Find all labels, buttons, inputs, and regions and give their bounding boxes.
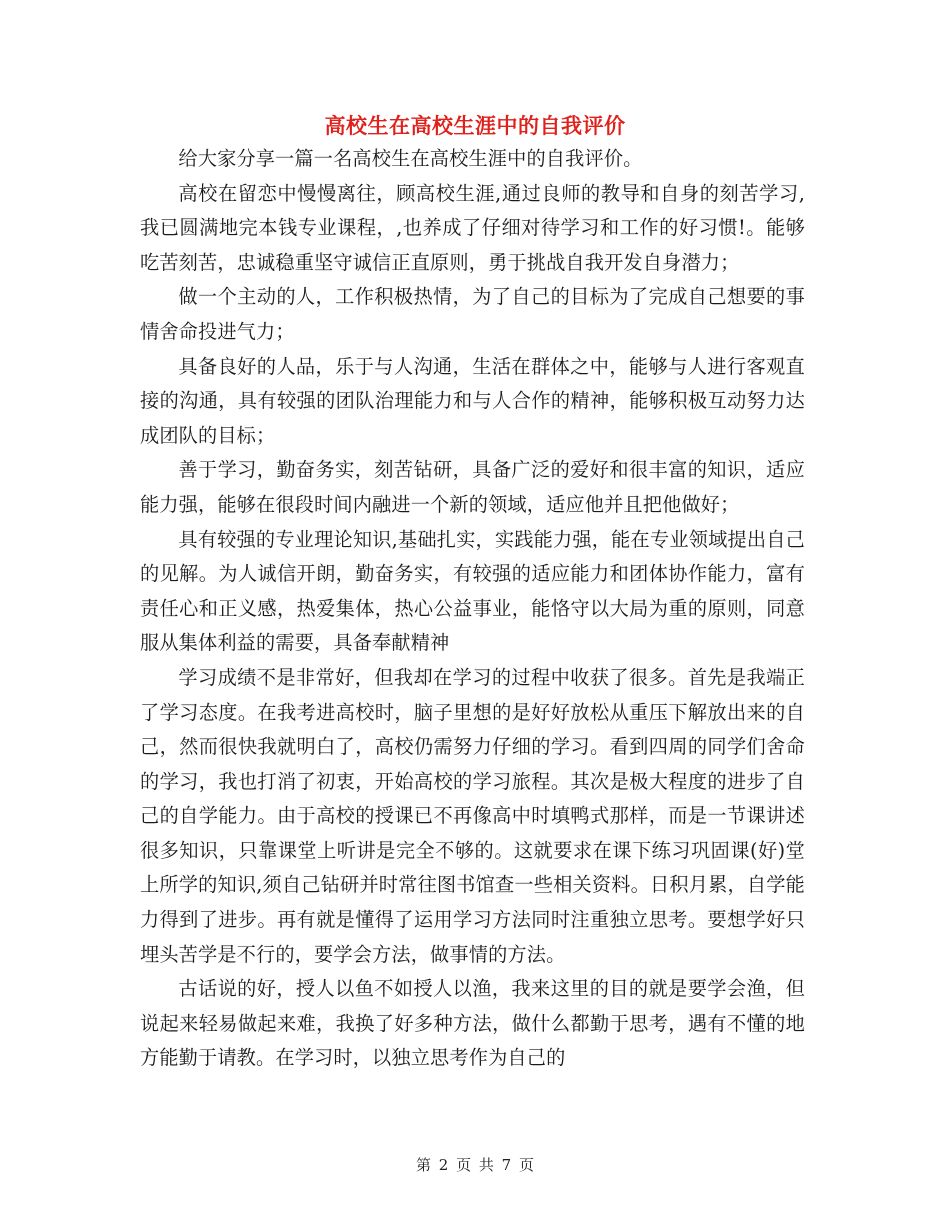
page-number-footer: 第 2 页 共 7 页	[416, 1156, 534, 1174]
body-paragraph: 高校在留恋中慢慢离往，顾高校生涯,通过良师的教导和自身的刻苦学习,我已圆满地完本钱专业课程，,也养成了仔细对待学习和工作的好习惯!。能够吃苦刻苦，忠诚稳重坚守诚信正直原则，勇于挑战自我开发自身潜力；	[140, 181, 805, 274]
body-paragraph: 给大家分享一篇一名高校生在高校生涯中的自我评价。	[178, 147, 643, 170]
document-body	[140, 142, 805, 1076]
document-title: 高校生在高校生涯中的自我评价	[324, 114, 626, 138]
body-paragraph: 做一个主动的人，工作积极热情，为了自己的目标为了完成自己想要的事情舍命投进气力；	[140, 285, 805, 343]
body-paragraph: 学习成绩不是非常好，但我却在学习的过程中收获了很多。首先是我端正了学习态度。在我考进高校时，脑子里想的是好好放松从重压下解放出来的自己，然而很快我就明白了，高校仍需努力仔细的学习。看到四周的同学们舍命的学习，我也打消了初衷，开始高校的学习旅程。其次是极大程度的进步了自己的自学能力。由于高校的授课已不再像高中时填鸭式那样，而是一节课讲述很多知识，只靠课堂上听讲是完全不够的。这就要求在课下练习巩固课(好)堂上所学的知识,须自己钻研并时常往图书馆查一些相关资料。日积月累，自学能力得到了进步。再有就是懂得了运用学习方法同时注重独立思考。要想学好只埋头苦学是不行的，要学会方法，做事情的方法。	[140, 665, 805, 966]
body-paragraph: 具备良好的人品，乐于与人沟通，生活在群体之中，能够与人进行客观直接的沟通，具有较强的团队治理能力和与人合作的精神，能够积极互动努力达成团队的目标；	[140, 354, 805, 447]
body-paragraph: 善于学习，勤奋务实，刻苦钻研，具备广泛的爱好和很丰富的知识，适应能力强，能够在很段时间内融进一个新的领域，适应他并且把他做好；	[140, 458, 805, 516]
body-paragraph: 具有较强的专业理论知识,基础扎实，实践能力强，能在专业领域提出自己的见解。为人诚信开朗，勤奋务实，有较强的适应能力和团体协作能力，富有责任心和正义感，热爱集体，热心公益事业，能恪守以大局为重的原则，同意服从集体利益的需要，具备奉献精神	[140, 527, 805, 655]
body-paragraph: 古话说的好，授人以鱼不如授人以渔，我来这里的目的就是要学会渔，但说起来轻易做起来难，我换了好多种方法，做什么都勤于思考，遇有不懂的地方能勤于请教。在学习时，以独立思考作为自己的	[140, 977, 805, 1070]
